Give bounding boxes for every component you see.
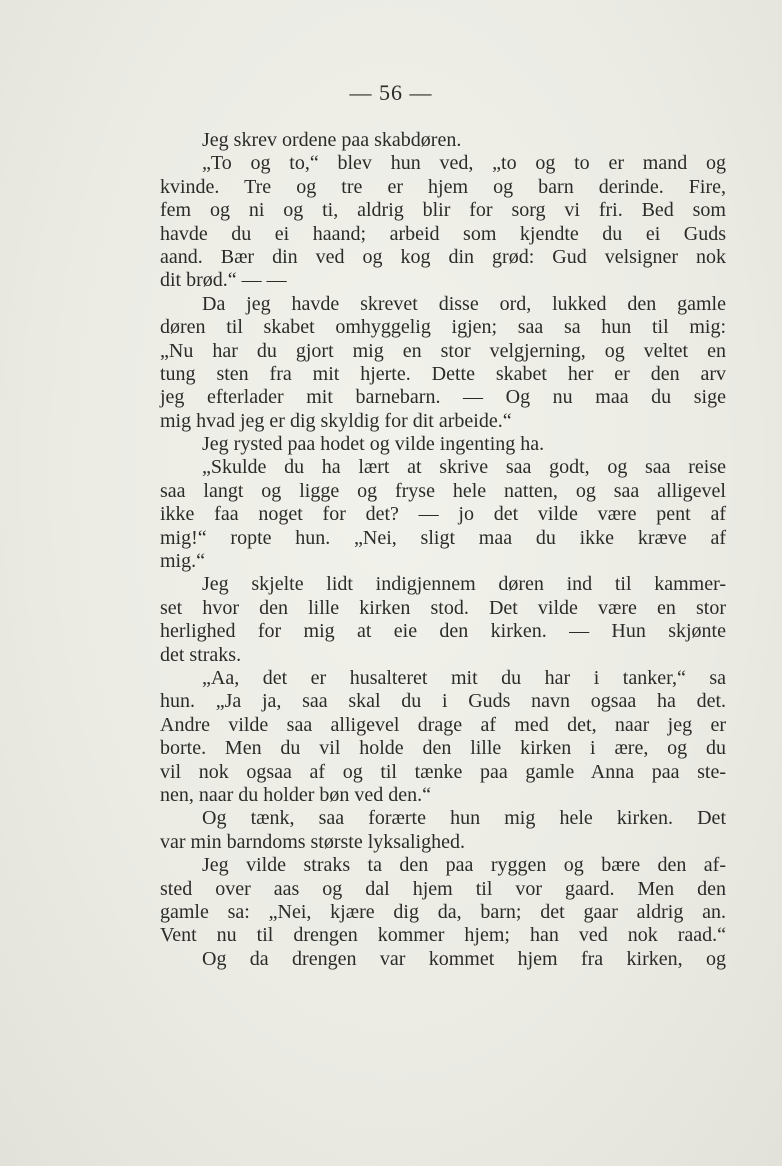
text-line: hun. „Ja ja, saa skal du i Guds navn ogsaa ha det. [160, 690, 726, 713]
text-line: set hvor den lille kirken stod. Det vilde være en stor [160, 596, 726, 619]
text-line: Vent nu til drengen kommer hjem; han ved nok raad.“ [160, 924, 726, 947]
text-line: sted over aas og dal hjem til vor gaard. Men den [160, 877, 726, 900]
text-line: mig!“ ropte hun. „Nei, sligt maa du ikke kræve af [160, 526, 726, 549]
text-line: Da jeg havde skrevet disse ord, lukked den gamle [202, 292, 726, 315]
text-line: det straks. [160, 643, 242, 666]
text-line: „Nu har du gjort mig en stor velgjerning, og veltet en [160, 339, 726, 362]
text-line: Jeg rysted paa hodet og vilde ingenting ha. [202, 433, 545, 456]
text-line: vil nok ogsaa af og til tænke paa gamle Anna paa ste- [160, 760, 726, 783]
text-line: „To og to,“ blev hun ved, „to og to er mand og [202, 152, 726, 175]
text-line: mig.“ [160, 550, 205, 573]
text-line: døren til skabet omhyggelig igjen; saa sa hun til mig: [160, 316, 726, 339]
text-line: fem og ni og ti, aldrig blir for sorg vi fri. Bed som [160, 199, 726, 222]
text-line: „Aa, det er husalteret mit du har i tanker,“ sa [202, 666, 726, 689]
text-line: mig hvad jeg er dig skyldig for dit arbeide.“ [160, 409, 512, 432]
text-line: Jeg skjelte lidt indigjennem døren ind til kammer- [202, 573, 726, 596]
text-line: Jeg skrev ordene paa skabdøren. [202, 129, 462, 151]
text-line: ikke faa noget for det? — jo det vilde være pent af [160, 503, 726, 526]
text-line: herlighed for mig at eie den kirken. — Hun skjønte [160, 620, 726, 643]
text-line: gamle sa: „Nei, kjære dig da, barn; det gaar aldrig an. [160, 900, 726, 923]
text-line: tung sten fra mit hjerte. Dette skabet her er den arv [160, 362, 726, 385]
text-line: saa langt og ligge og fryse hele natten, og saa alligevel [160, 479, 726, 502]
text-line: Jeg vilde straks ta den paa ryggen og bære den af- [202, 854, 726, 877]
page-number: — 56 — [349, 80, 433, 105]
text-line: dit brød.“ — — [160, 269, 287, 292]
text-line: aand. Bær din ved og kog din grød: Gud velsigner nok [160, 245, 726, 268]
text-line: jeg efterlader mit barnebarn. — Og nu maa du sige [160, 386, 726, 409]
text-line: Andre vilde saa alligevel drage af med det, naar jeg er [160, 713, 726, 736]
text-line: nen, naar du holder bøn ved den.“ [160, 783, 432, 806]
body-text [160, 129, 726, 971]
text-line: Og da drengen var kommet hjem fra kirken, og [202, 947, 726, 970]
text-line: „Skulde du ha lært at skrive saa godt, og saa reise [202, 456, 726, 479]
text-line: havde du ei haand; arbeid som kjendte du ei Guds [160, 222, 726, 245]
text-line: borte. Men du vil holde den lille kirken i ære, og du [160, 737, 726, 760]
text-line: var min barndoms største lyksalighed. [160, 830, 465, 853]
text-line: kvinde. Tre og tre er hjem og barn derinde. Fire, [160, 175, 726, 198]
text-line: Og tænk, saa forærte hun mig hele kirken. Det [202, 807, 726, 830]
